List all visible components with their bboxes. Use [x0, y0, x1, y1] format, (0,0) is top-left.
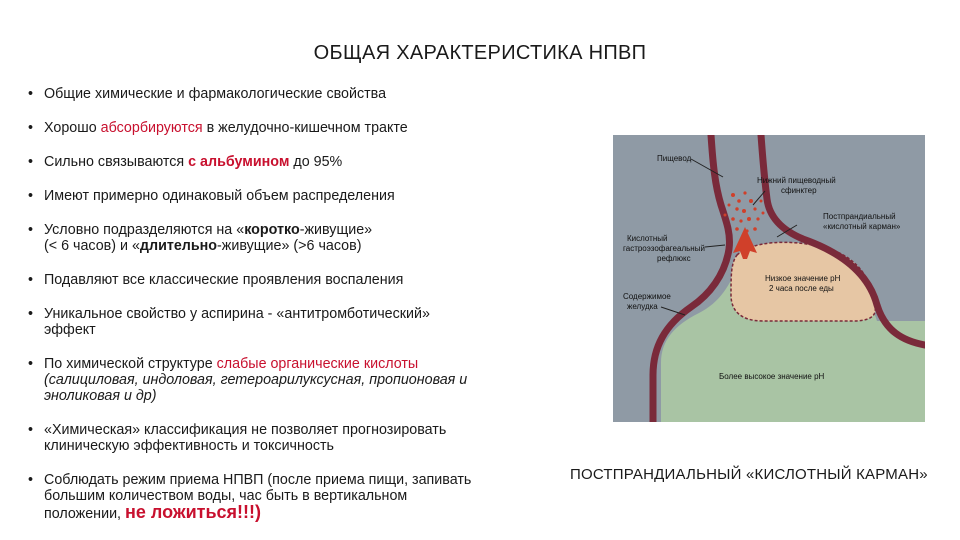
bold-text: длительно	[139, 238, 218, 254]
highlight-text: слабые органические кислоты	[216, 356, 419, 372]
bullet-text: положении,	[44, 506, 125, 522]
bullet-item	[28, 188, 568, 204]
bullet-text: -живущие» (>6 часов)	[217, 238, 362, 254]
label-pocket: «кислотный карман»	[823, 222, 901, 231]
bullet-text: до 95%	[289, 154, 343, 170]
bullet-text: Сильно связываются	[44, 154, 189, 170]
bullet-text: Соблюдать режим приема НПВП (после приема пищи, запивать	[44, 472, 472, 488]
bullet-item	[28, 306, 568, 338]
bullet-text: клиническую эффективность и токсичность	[44, 438, 335, 454]
bullet-item	[28, 154, 568, 170]
bold-text: коротко	[244, 222, 300, 238]
italic-text: эноликовая и др)	[44, 388, 157, 404]
label-sphincter: Нижний пищеводный	[757, 176, 836, 185]
bullet-text: Общие химические и фармакологические свойства	[44, 86, 387, 102]
bullet-item	[28, 422, 568, 454]
bullet-text: -живущие»	[299, 222, 373, 238]
bullet-text: эффект	[44, 322, 96, 338]
figure-caption: ПОСТПРАНДИАЛЬНЫЙ «КИСЛОТНЫЙ КАРМАН»	[570, 466, 928, 483]
bullet-text: Подавляют все классические проявления воспаления	[44, 272, 404, 288]
page-title: ОБЩАЯ ХАРАКТЕРИСТИКА НПВП	[313, 42, 647, 64]
bullet-item	[28, 356, 568, 404]
bullet-item	[28, 272, 568, 288]
bullet-text: Уникальное свойство у аспирина - «антитромботический»	[44, 306, 430, 322]
label-contents: желудка	[627, 302, 658, 311]
label-pocket: Постпрандиальный	[823, 212, 896, 221]
bullet-item	[28, 120, 568, 136]
bullet-item	[28, 86, 568, 102]
label-low-ph: 2 часа после еды	[769, 284, 834, 293]
bullet-text: По химической структуре	[44, 356, 217, 372]
highlight-text: абсорбируются	[100, 120, 203, 136]
acid-pocket-diagram	[613, 135, 925, 422]
bullet-text: в желудочно-кишечном тракте	[202, 120, 408, 136]
label-reflux: Кислотный	[627, 234, 668, 243]
label-esophagus: Пищевод	[657, 154, 692, 163]
highlight-text: не ложиться!!!)	[125, 502, 262, 522]
bullet-text: Хорошо	[44, 120, 101, 136]
label-high-ph: Более высокое значение pH	[719, 372, 825, 381]
bullet-text: «Химическая» классификация не позволяет прогнозировать	[44, 422, 447, 438]
bullet-text: (< 6 часов) и «	[44, 238, 140, 254]
label-sphincter: сфинктер	[781, 186, 817, 195]
label-reflux: гастроэзофагеальный	[623, 244, 705, 253]
highlight-text: с альбумином	[188, 154, 290, 170]
bullet-item	[28, 222, 568, 254]
bullet-text: Имеют примерно одинаковый объем распределения	[44, 188, 395, 204]
label-contents: Содержимое	[623, 292, 671, 301]
bullet-text: Условно подразделяются на «	[44, 222, 245, 238]
bullet-text: большим количеством воды, час быть в вертикальном	[44, 488, 408, 504]
label-reflux: рефлюкс	[657, 254, 691, 263]
italic-text: (салициловая, индоловая, гетероарилуксусная, пропионовая и	[44, 372, 468, 388]
bullet-item	[28, 472, 568, 522]
label-low-ph: Низкое значение pH	[765, 274, 841, 283]
bullet-list	[28, 86, 568, 522]
